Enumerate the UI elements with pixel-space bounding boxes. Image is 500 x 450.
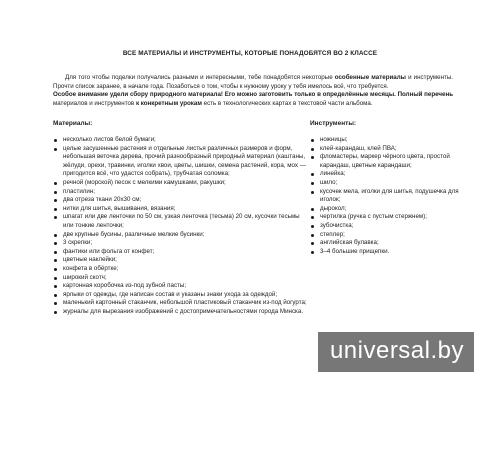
materials-heading: Материалы: <box>53 120 93 127</box>
list-item: фантики или фольга от конфет; <box>53 248 309 257</box>
list-item: две крупные бусины, различные мелкие бусинки; <box>53 231 309 240</box>
list-item: журналы для вырезания изображений с достопримечательностями города Минска. <box>53 308 309 317</box>
list-item: фломастеры, маркер чёрного цвета, простой карандаш, цветные карандаши; <box>310 153 470 170</box>
list-item: линейка; <box>310 170 470 179</box>
list-item: кусочек мела, иголки для шитья, подушечка для иголок; <box>310 188 470 205</box>
intro-paragraph-1: Для того чтобы поделки получались разными и интересными, тебе понадобятся некоторые особенные материалы и инструменты. Прочти список заранее, в начале года. Позаботься о том, чтобы к нужному уроку у тебя имелось всё, что требуется. <box>53 74 453 90</box>
list-item: несколько листов белой бумаги; <box>53 136 309 145</box>
list-item: два отреза ткани 20х30 см; <box>53 196 309 205</box>
page-title: ВСЕ МАТЕРИАЛЫ И ИНСТРУМЕНТЫ, КОТОРЫЕ ПОНАДОБЯТСЯ ВО 2 КЛАССЕ <box>122 50 378 57</box>
list-item: 3 скрепки; <box>53 239 309 248</box>
list-item: широкий скотч; <box>53 274 309 283</box>
tools-heading: Инструменты: <box>310 120 357 127</box>
list-item: нитки для шитья, вышивания, вязания; <box>53 205 309 214</box>
list-item: дырокол; <box>310 205 470 214</box>
list-item: пластилин; <box>53 188 309 197</box>
list-item: речной (морской) песок с мелкими камушками, ракушки; <box>53 179 309 188</box>
list-item: зубочистка; <box>310 222 470 231</box>
watermark-logo: universal.by <box>318 332 474 372</box>
list-item: шило; <box>310 179 470 188</box>
list-item: чертилка (ручка с пустым стержнем); <box>310 213 470 222</box>
list-item: клей-карандаш, клей ПВА; <box>310 145 470 154</box>
list-item: 3–4 большие прищепки. <box>310 248 470 257</box>
list-item: целые засушенные растения и отдельные листья различных размеров и форм, небольшая веточка дерева, прочий разнообразный природный материал (каштаны, жёлуди, орехи, травинки, иголки хвои, цветы, шишки, семена растений, кора, мох — пригодится всё, что удастся собрать), трубчатая соломка; <box>53 145 309 179</box>
list-item: картонная коробочка из-под зубной пасты; <box>53 282 309 291</box>
list-item: маленький картонный стаканчик, небольшой пластиковый стаканчик из-под йогурта; <box>53 299 309 308</box>
list-item: степлер; <box>310 231 470 240</box>
materials-list <box>53 136 309 316</box>
list-item: ножницы; <box>310 136 470 145</box>
intro-text <box>53 74 453 109</box>
list-item: английская булавка; <box>310 239 470 248</box>
intro-paragraph-2: Особое внимание удели сбору природного материала! Его можно заготовить только в определённые месяцы. Полный перечень материалов и инструментов к конкретным урокам есть в технологических картах в текстовой части альбома. <box>53 91 453 108</box>
list-item: цветные наклейки; <box>53 256 309 265</box>
tools-list <box>310 136 470 256</box>
list-item: ярлыки от одежды, где написан состав и указаны знаки ухода за одеждой; <box>53 291 309 300</box>
list-item: шпагат или две ленточки по 50 см, узкая ленточка (тесьма) 20 см, кусочки тесьмы или тонкие ленточки; <box>53 213 309 230</box>
list-item: конфета в обёртке; <box>53 265 309 274</box>
